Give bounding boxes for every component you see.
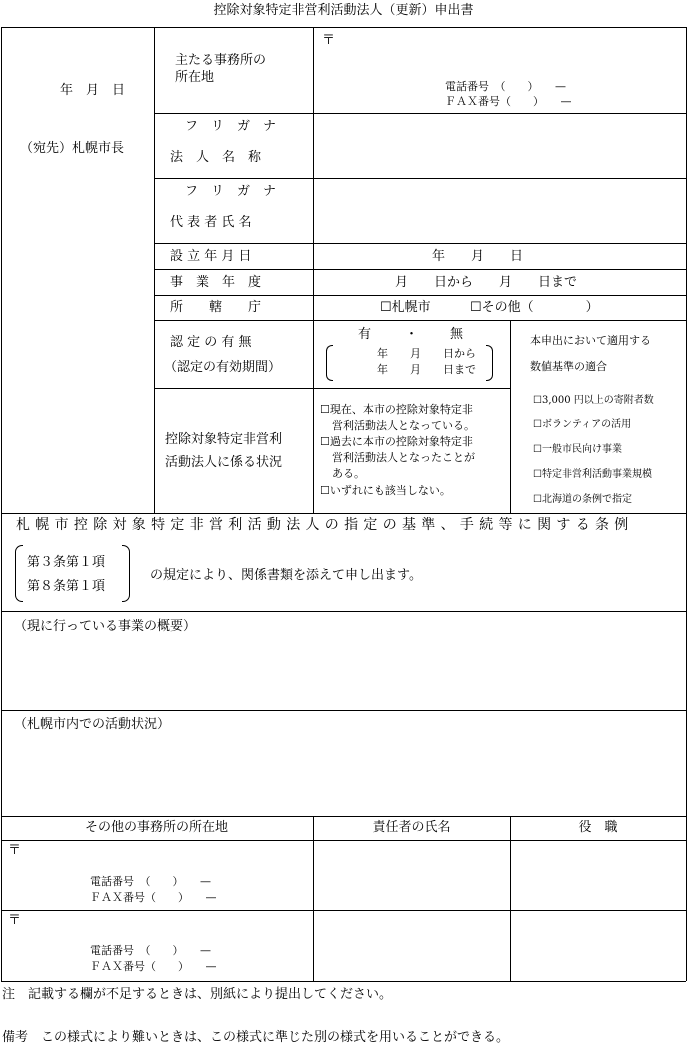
fiscal-value[interactable]: 月 日から 月 日まで	[395, 275, 578, 290]
other-office-2-person-input[interactable]	[314, 911, 509, 980]
remark: 備考 この様式により難いときは、この様式に準じた別の様式を用いることができる。	[2, 1030, 510, 1045]
row-line-4	[154, 269, 686, 270]
summary-label: （現に行っている事業の概要）	[14, 619, 197, 634]
status-past-cont: 営利活動法人となったことが	[332, 451, 475, 464]
other-offices-col-address: その他の事務所の所在地	[84, 820, 228, 835]
row-line-11	[1, 816, 686, 817]
other-offices-col-position: 役 職	[578, 820, 618, 835]
ordinance-line: 札幌市控除対象特定非営利活動法人の指定の基準、手続等に関する条例	[16, 517, 634, 533]
left-bracket	[326, 345, 333, 381]
status-label-2: 活動法人に係る状況	[165, 455, 283, 470]
office-label-1: 主たる事務所の	[175, 53, 267, 68]
frame-top	[1, 27, 686, 28]
certification-dot: ・	[405, 327, 419, 342]
fiscal-label: 事 業 年 度	[170, 275, 262, 290]
frame-bottom	[1, 981, 686, 982]
article-right-bracket	[122, 545, 130, 602]
status-past-checkbox[interactable]: ☐過去に本市の控除対象特定非	[320, 435, 473, 448]
row-line-6	[154, 320, 686, 321]
other-office-1-fax[interactable]: ＦＡＸ番号（ ） —	[90, 891, 217, 904]
activity-label: （札幌市内での活動状況）	[14, 717, 171, 732]
rep-name-input[interactable]	[314, 179, 686, 243]
standard-heading-1: 本申出において適用する	[530, 334, 651, 347]
divider-v3	[510, 320, 511, 513]
status-current-cont: 営利活動法人となっている。	[332, 419, 475, 432]
status-none-checkbox[interactable]: ☐いずれにも該当しない。	[320, 484, 451, 497]
frame-left	[1, 27, 2, 981]
certification-label: 認 定 の 有 無	[170, 335, 252, 350]
note: 注 記載する欄が不足するときは、別紙により提出してください。	[2, 987, 393, 1002]
date-field[interactable]: 年 月 日	[60, 83, 126, 98]
corp-name-label: 法 人 名 称	[170, 150, 262, 165]
jurisdiction-label: 所 轄 庁	[170, 300, 262, 315]
rep-name-label: 代 表 者 氏 名	[170, 215, 252, 230]
other-office-2-phone[interactable]: 電話番号 （ ） —	[90, 944, 211, 957]
jurisdiction-other-checkbox[interactable]: ☐その他（ ）	[470, 300, 599, 315]
established-label: 設 立 年 月 日	[170, 249, 252, 264]
jurisdiction-sapporo-checkbox[interactable]: ☐札幌市	[380, 300, 431, 315]
status-current-checkbox[interactable]: ☐現在、本市の控除対象特定非	[320, 403, 473, 416]
article-3[interactable]: 第３条第１項	[27, 555, 106, 570]
corp-name-input[interactable]	[314, 114, 686, 178]
certification-period-label: （認定の有効期間）	[164, 360, 282, 375]
other-offices-col-person: 責任者の氏名	[372, 820, 451, 835]
form-title: 控除対象特定非営利活動法人（更新）申出書	[213, 3, 474, 18]
row-line-7	[154, 388, 510, 389]
certification-yes[interactable]: 有	[358, 327, 372, 342]
other-office-1-postal[interactable]: 〒	[8, 843, 22, 858]
row-line-8	[1, 513, 686, 514]
standard-item-volunteer[interactable]: ☐ボランティアの活用	[533, 419, 632, 430]
right-bracket	[486, 345, 493, 381]
standard-heading-2: 数値基準の適合	[530, 360, 607, 373]
other-office-2-position-input[interactable]	[511, 911, 685, 980]
corp-furigana-label: フ リ ガ ナ	[185, 119, 277, 134]
status-label-1: 控除対象特定非営利	[165, 432, 283, 447]
summary-input[interactable]	[2, 640, 685, 708]
office-fax[interactable]: ＦＡＸ番号（ ） —	[445, 95, 572, 108]
divider-v2	[313, 27, 314, 513]
row-line-3	[154, 243, 686, 244]
certification-from[interactable]: 年 月 日から	[377, 347, 476, 360]
status-past-cont-2: ある。	[332, 467, 365, 480]
standard-item-public[interactable]: ☐一般市民向け事業	[533, 444, 622, 455]
rep-furigana-label: フ リ ガ ナ	[185, 184, 277, 199]
other-office-1-phone[interactable]: 電話番号 （ ） —	[90, 875, 211, 888]
certification-no[interactable]: 無	[450, 327, 464, 342]
addressee: （宛先）札幌市長	[20, 141, 125, 156]
article-8[interactable]: 第８条第１項	[27, 579, 106, 594]
standard-item-donors[interactable]: ☐3,000 円以上の寄附者数	[533, 395, 654, 406]
row-line-10	[1, 710, 686, 711]
office-phone[interactable]: 電話番号 （ ） —	[445, 80, 566, 93]
standard-item-scale[interactable]: ☐特定非営利活動事業規模	[533, 469, 652, 480]
office-postal[interactable]: 〒	[322, 33, 336, 48]
row-line-9	[1, 611, 686, 612]
standard-item-hokkaido[interactable]: ☐北海道の条例で指定	[533, 494, 632, 505]
other-office-2-postal[interactable]: 〒	[8, 913, 22, 928]
other-office-2-fax[interactable]: ＦＡＸ番号（ ） —	[90, 960, 217, 973]
row-line-5	[154, 295, 686, 296]
activity-input[interactable]	[2, 738, 685, 814]
other-office-1-person-input[interactable]	[314, 841, 509, 909]
office-label-2: 所在地	[175, 70, 215, 85]
established-value[interactable]: 年 月 日	[432, 249, 524, 264]
certification-to[interactable]: 年 月 日まで	[377, 363, 476, 376]
ordinance-tail: の規定により、関係書類を添えて申し出ます。	[150, 568, 422, 583]
divider-v1	[154, 27, 155, 513]
other-office-1-position-input[interactable]	[511, 841, 685, 909]
article-left-bracket	[15, 545, 23, 602]
